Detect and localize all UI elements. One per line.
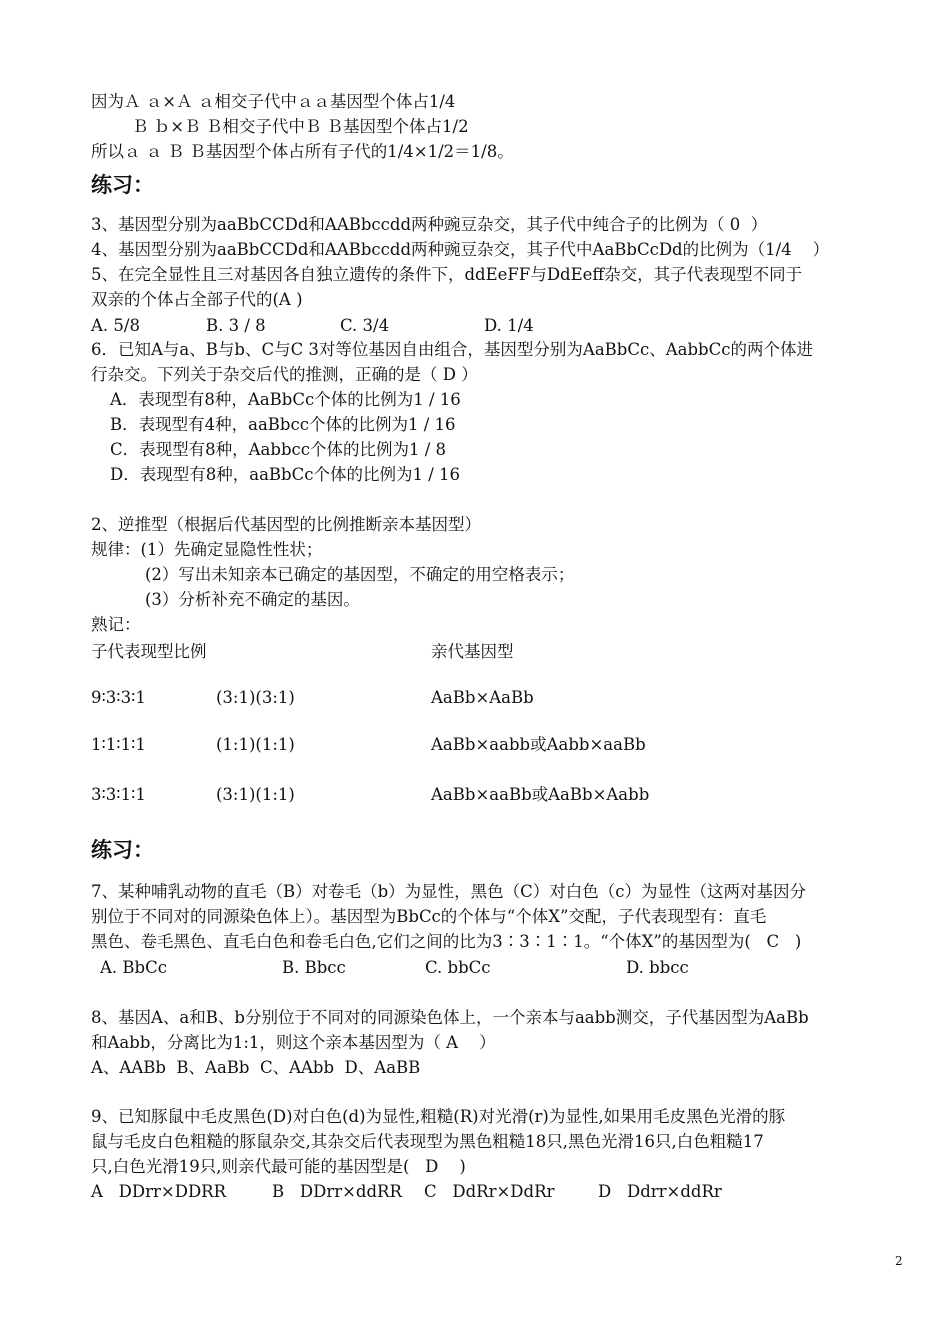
question-5-option-a: A. 5/8 <box>91 316 140 335</box>
question-7-line-3: 黑色、卷毛黑色、直毛白色和卷毛白色,它们之间的比为3∶3∶1∶1。“个体X”的基因型为( C ) <box>91 932 802 951</box>
rule-1: 规律：(1）先确定显隐性性状； <box>91 540 323 559</box>
question-7-option-c: C. bbCc <box>425 958 491 977</box>
question-9-option-d: D Ddrr×ddRr <box>598 1182 722 1201</box>
question-9-line-2: 鼠与毛皮白色粗糙的豚鼠杂交,其杂交后代表现型为黑色粗糙18只,黑色光滑16只,白色粗糙17 <box>91 1132 764 1151</box>
question-9-option-c: C DdRr×DdRr <box>424 1182 555 1201</box>
question-7-line-1: 7、某种哺乳动物的直毛（B）对卷毛（b）为显性，黑色（C）对白色（c）为显性（这两对基因分 <box>91 882 807 901</box>
question-5-option-d: D. 1/4 <box>484 316 534 335</box>
rule-2: (2）写出未知亲本已确定的基因型，不确定的用空格表示； <box>145 565 575 584</box>
ratio-row-2-ratio: 1∶1∶1∶1 <box>91 735 146 754</box>
question-7-option-d: D. bbcc <box>626 958 689 977</box>
question-5-line-2: 双亲的个体占全部子代的(A ) <box>91 290 303 309</box>
question-4: 4、基因型分别为aaBbCCDd和AABbccdd两种豌豆杂交，其子代中AaBbCcDd的比例为（1/4 ） <box>91 240 830 259</box>
rule-3: (3）分析补充不确定的基因。 <box>145 590 360 609</box>
question-9-option-a: A DDrr×DDRR <box>91 1182 227 1201</box>
practice-heading-2: 练习： <box>91 838 154 862</box>
question-8-line-1: 8、基因A、a和B、b分别位于不同对的同源染色体上，一个亲本与aabb测交，子代基因型为AaBb <box>91 1008 809 1027</box>
section-2-title: 2、逆推型（根据后代基因型的比例推断亲本基因型） <box>91 515 481 534</box>
question-9-line-1: 9、已知豚鼠中毛皮黑色(D)对白色(d)为显性,粗糙(R)对光滑(r)为显性,如果用毛皮黑色光滑的豚 <box>91 1107 786 1126</box>
question-9-line-3: 只,白色光滑19只,则亲代最可能的基因型是( D ) <box>91 1157 466 1176</box>
ratio-row-1-parent: AaBb×AaBb <box>431 688 534 707</box>
ratio-row-2-factor: (1:1)(1:1) <box>216 735 295 754</box>
question-6-line-2: 行杂交。下列关于杂交后代的推测，正确的是（ D ） <box>91 365 478 384</box>
question-6-option-c: C．表现型有8种，Aabbcc个体的比例为1 / 8 <box>110 440 447 459</box>
intro-line-1: 因为Ａ ａ×Ａ ａ相交子代中ａａ基因型个体占1/4 <box>91 92 456 111</box>
question-6-option-d: D．表现型有8种，aaBbCc个体的比例为1 / 16 <box>110 465 460 484</box>
ratio-row-3-ratio: 3∶3∶1∶1 <box>91 785 146 804</box>
question-7-option-b: B. Bbcc <box>282 958 346 977</box>
practice-heading-1: 练习： <box>91 173 154 197</box>
question-7-option-a: A. BbCc <box>100 958 167 977</box>
intro-line-3: 所以ａ ａ Ｂ Ｂ基因型个体占所有子代的1/4×1/2＝1/8。 <box>91 142 514 161</box>
memo-label: 熟记： <box>91 615 141 634</box>
question-6-option-a: A．表现型有8种，AaBbCc个体的比例为1 / 16 <box>110 390 461 409</box>
question-8-line-2: 和Aabb，分离比为1:1，则这个亲本基因型为（ A ） <box>91 1033 496 1052</box>
ratio-row-2-parent: AaBb×aabb或Aabb×aaBb <box>431 735 646 754</box>
question-5-option-b: B. 3 / 8 <box>206 316 266 335</box>
ratio-row-3-parent: AaBb×aaBb或AaBb×Aabb <box>431 785 650 804</box>
question-5-line-1: 5、在完全显性且三对基因各自独立遗传的条件下，ddEeFF与DdEeff杂交，其子代表现型不同于 <box>91 265 803 284</box>
question-9-option-b: B DDrr×ddRR <box>272 1182 402 1201</box>
question-6-option-b: B．表现型有4种，aaBbcc个体的比例为1 / 16 <box>110 415 456 434</box>
ratio-row-3-factor: (3:1)(1:1) <box>216 785 295 804</box>
column-header-ratio: 子代表现型比例 <box>91 642 207 661</box>
question-8-options: A、AABb B、AaBb C、AAbb D、AaBB <box>91 1058 421 1077</box>
page-number: 2 <box>895 1254 903 1268</box>
intro-line-2: Ｂ ｂ×Ｂ Ｂ相交子代中Ｂ Ｂ基因型个体占1/2 <box>132 117 469 136</box>
question-7-line-2: 别位于不同对的同源染色体上）。基因型为BbCc的个体与“个体X”交配，子代表现型有：直毛 <box>91 907 767 926</box>
column-header-parent: 亲代基因型 <box>431 642 514 661</box>
question-5-option-c: C. 3/4 <box>340 316 390 335</box>
question-3: 3、基因型分别为aaBbCCDd和AABbccdd两种豌豆杂交，其子代中纯合子的比例为（ 0 ） <box>91 215 768 234</box>
question-6-line-1: 6．已知A与a、B与b、C与C 3对等位基因自由组合，基因型分别为AaBbCc、AabbCc的两个体进 <box>91 340 813 359</box>
ratio-row-1-ratio: 9∶3∶3∶1 <box>91 688 146 707</box>
ratio-row-1-factor: (3:1)(3:1) <box>216 688 295 707</box>
